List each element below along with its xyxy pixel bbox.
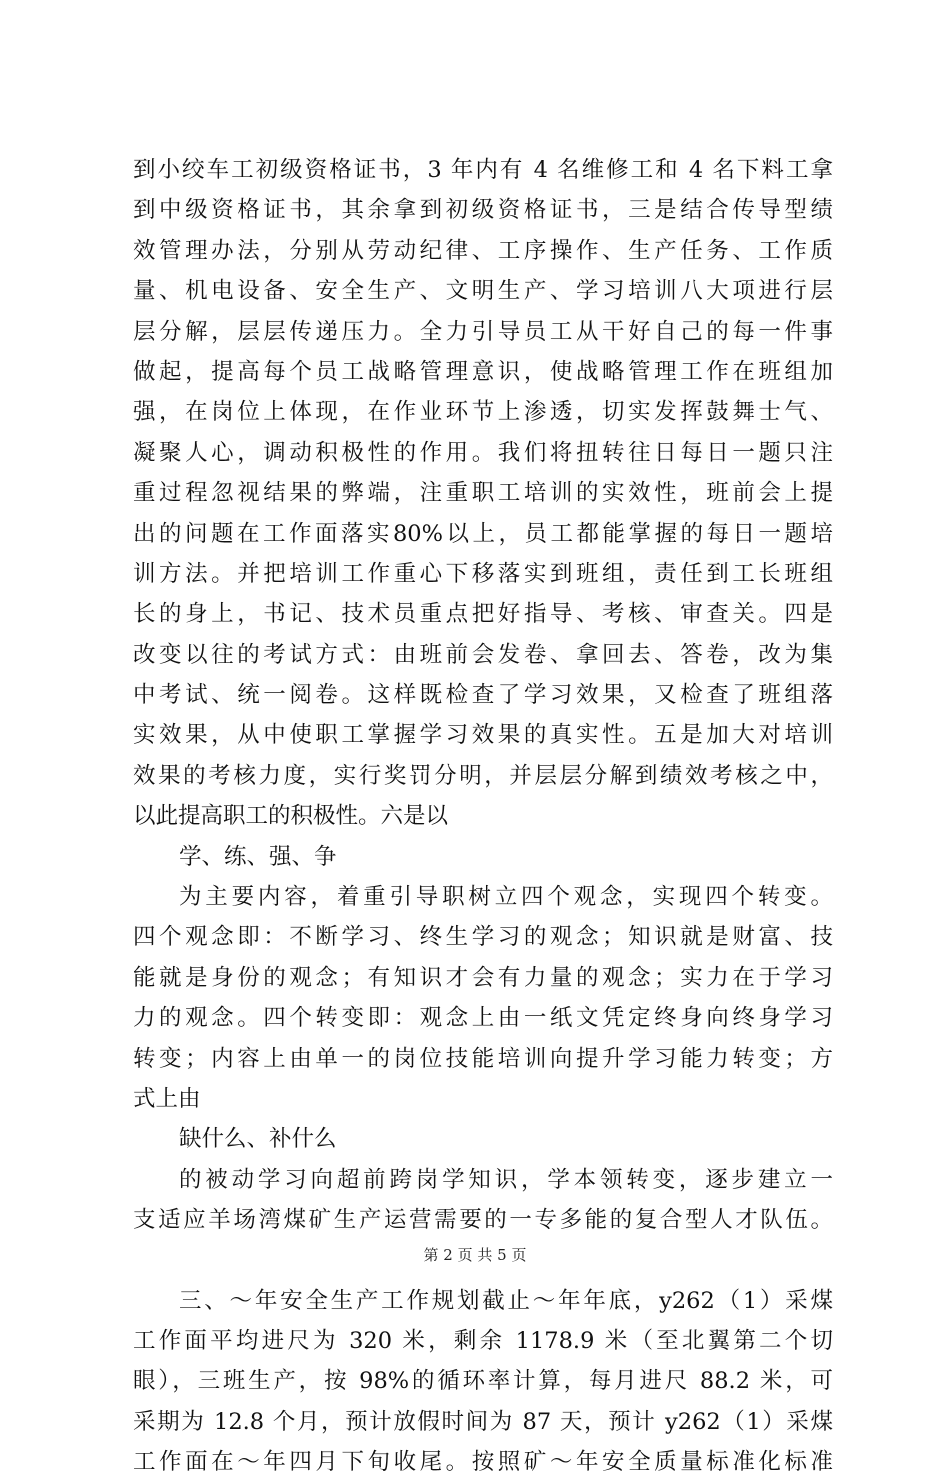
text-line: 中考试、统一阅卷。这样既检查了学习效果，又检查了班组落	[133, 682, 833, 709]
text-line: 长的身上，书记、技术员重点把好指导、考核、审查关。四是	[133, 601, 833, 628]
text-line: 做起，提高每个员工战略管理意识，使战略管理工作在班组加	[133, 358, 833, 385]
text-line: 量、机电设备、安全生产、文明生产、学习培训八大项进行层	[133, 278, 833, 305]
text-line: 学、练、强、争	[179, 843, 337, 870]
text-line: 的被动学习向超前跨岗学知识，学本领转变，逐步建立一	[179, 1166, 833, 1193]
text-line: 眼），三班生产，按 98%的循环率计算，每月进尺 88.2 米，可	[133, 1368, 833, 1395]
text-line: 出的问题在工作面落实80%以上，员工都能掌握的每日一题培	[133, 520, 833, 547]
text-line: 式上由	[133, 1085, 201, 1112]
text-line: 训方法。并把培训工作重心下移落实到班组，责任到工长班组	[133, 560, 833, 587]
text-line: 力的观念。四个转变即：观念上由一纸文凭定终身向终身学习	[133, 1005, 833, 1032]
text-line: 改变以往的考试方式：由班前会发卷、拿回去、答卷，改为集	[133, 641, 833, 668]
text-line: 效果的考核力度，实行奖罚分明，并层层分解到绩效考核之中，	[133, 762, 833, 789]
text-line: 实效果，从中使职工掌握学习效果的真实性。五是加大对培训	[133, 722, 833, 749]
text-line: 强，在岗位上体现，在作业环节上渗透，切实发挥鼓舞士气、	[133, 399, 833, 426]
text-line: 转变；内容上由单一的岗位技能培训向提升学习能力转变；方	[133, 1045, 833, 1072]
text-line: 到中级资格证书，其余拿到初级资格证书，三是结合传导型绩	[133, 197, 833, 224]
text-line: 以此提高职工的积极性。六是以	[133, 803, 449, 830]
text-line: 凝聚人心，调动积极性的作用。我们将扭转往日每日一题只注	[133, 439, 833, 466]
text-line: 为主要内容，着重引导职树立四个观念，实现四个转变。	[179, 884, 833, 911]
text-line: 缺什么、补什么	[179, 1126, 337, 1153]
text-line: 支适应羊场湾煤矿生产运营需要的一专多能的复合型人才队伍。	[133, 1207, 833, 1234]
text-line: 三、～年安全生产工作规划截止～年年底，y262（1）采煤	[179, 1287, 833, 1314]
text-line: 到小绞车工初级资格证书，3 年内有 4 名维修工和 4 名下料工拿	[133, 157, 833, 183]
body-text	[133, 150, 833, 1483]
text-line: 效管理办法，分别从劳动纪律、工序操作、生产任务、工作质	[133, 237, 833, 264]
text-line: 工作面在～年四月下旬收尾。按照矿～年安全质量标准化标准	[133, 1449, 833, 1476]
text-line: 采期为 12.8 个月，预计放假时间为 87 天，预计 y262（1）采煤	[133, 1408, 833, 1435]
page-footer: 第 2 页 共 5 页	[423, 1246, 527, 1264]
text-line: 重过程忽视结果的弊端，注重职工培训的实效性，班前会上提	[133, 480, 833, 507]
text-line: 工作面平均进尺为 320 米，剩余 1178.9 米（至北翼第二个切	[133, 1327, 833, 1354]
text-line: 四个观念即：不断学习、终生学习的观念；知识就是财富、技	[133, 924, 833, 951]
text-line: 层分解，层层传递压力。全力引导员工从干好自己的每一件事	[133, 318, 833, 345]
text-line: 能就是身份的观念；有知识才会有力量的观念；实力在于学习	[133, 964, 833, 991]
